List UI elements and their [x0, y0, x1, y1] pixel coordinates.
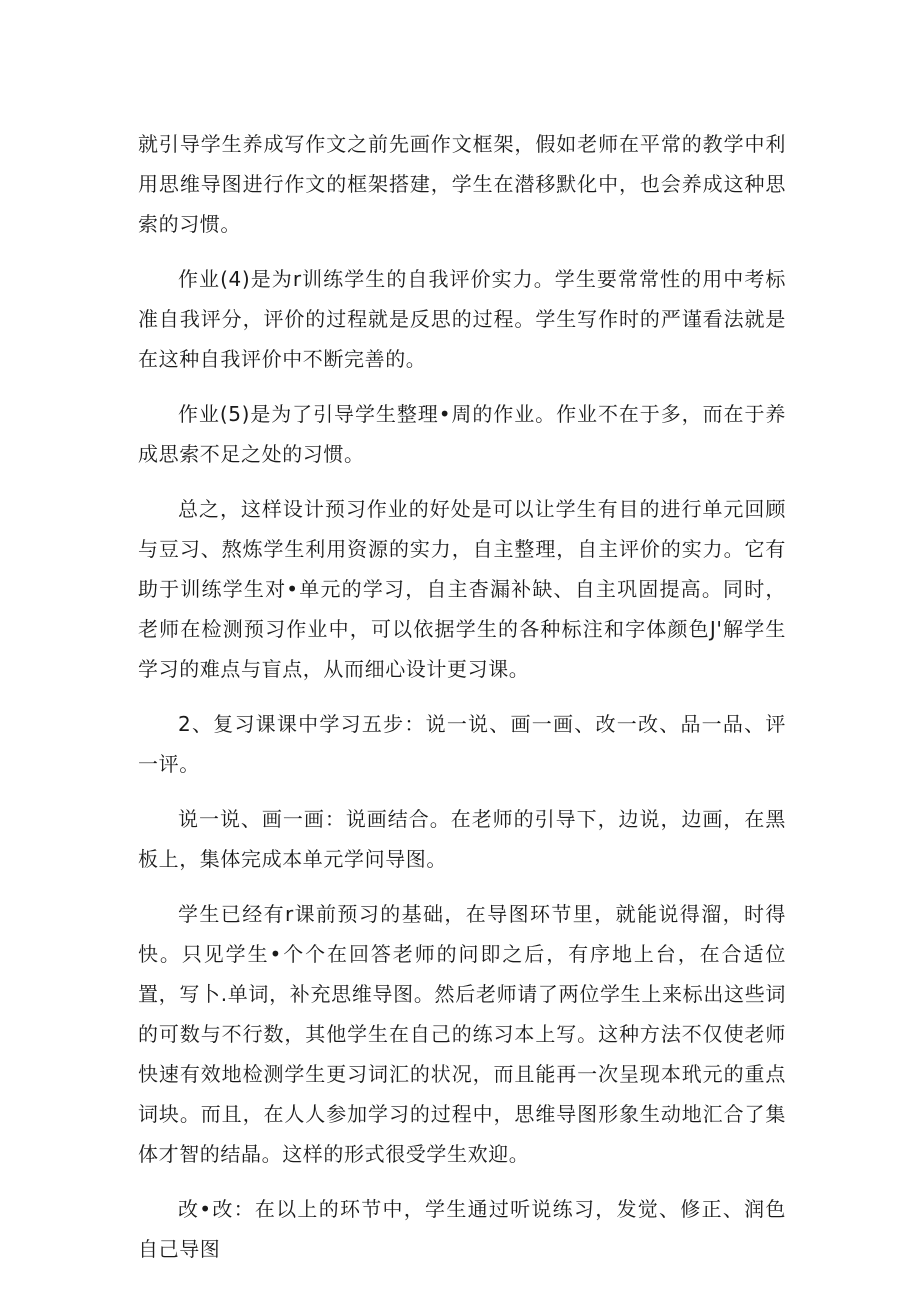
paragraph-student-practice: 学生已经有r课前预习的基础，在导图环节里，就能说得溜，时得快。只见学生•个个在回答老师的问即之后，有序地上台，在合适位置，写卜.单词，补充思维导图。然后老师请了两位学生上来标出这些词的可数与不行数，其他学生在自己的练习本上写。这种方法不仅使老师快速有效地检测学生更习词汇的状况，而且能再一次呈现本玳元的重点词块。而且，在人人参加学习的过程中，思维导图形象生动地汇合了集体才智的结晶。这样的形式很受学生欢迎。 — [138, 902, 786, 1166]
section-heading-five-steps: 2、复习课课中学习五步：说一说、画一画、改一改、品一品、评一评。 — [138, 712, 786, 776]
paragraph-homework-4: 作业(4)是为r训练学生的自我评价实力。学生要常常性的用中考标准自我评分，评价的过程就是反思的过程。学生写作时的严谨看法就是在这种自我评价中不断完善的。 — [138, 267, 786, 371]
paragraph-say-draw: 说一说、画一画：说画结合。在老师的引导下，边说，边画，在黑板上，集体完成本单元学问导图。 — [138, 807, 786, 871]
paragraph-summary: 总之，这样设计预习作业的好处是可以让学生有目的进行单元回顾与豆习、熬炼学生利用资源的实力，自主整理，自主评价的实力。它有助于训练学生对•单元的学习，自主杳漏补缺、自主巩固提高。同时，老师在检测预习作业中，可以依据学生的各种标注和字体颜色J'解学生学习的难点与盲点，从而细心设计更习课。 — [138, 497, 786, 681]
paragraph-revise: 改•改：在以上的环节中，学生通过听说练习，发觉、修正、润色自己导图 — [138, 1197, 786, 1261]
paragraph-homework-5: 作业(5)是为了引导学生整理•周的作业。作业不在于多，而在于养成思索不足之处的习惯。 — [138, 402, 786, 466]
document-body — [138, 124, 786, 1284]
paragraph-continued: 就引导学生养成写作文之前先画作文框架，假如老师在平常的教学中利用思维导图进行作文的框架搭建，学生在潜移默化中，也会养成这种思索的习惯。 — [138, 132, 786, 236]
